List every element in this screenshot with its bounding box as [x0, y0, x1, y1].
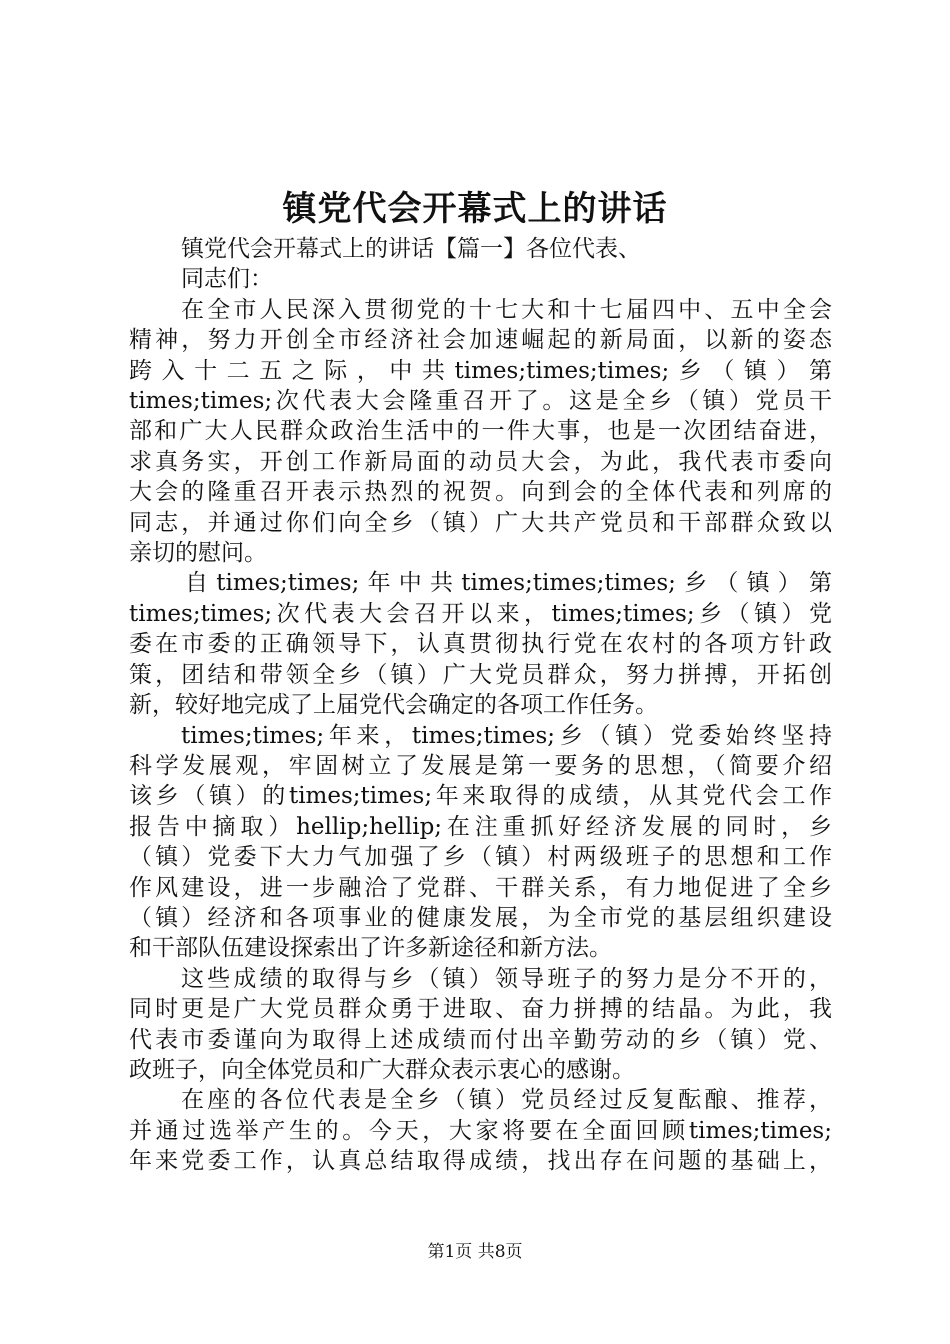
- text-line: times;times;次代表大会隆重召开了。这是全乡（镇）党员干: [129, 388, 832, 415]
- text-line: 亲切的慰问。: [129, 540, 267, 567]
- text-line: 年来党委工作，认真总结取得成绩，找出存在问题的基础上，: [129, 1148, 832, 1175]
- text-line: 并通过选举产生的。今天，大家将要在全面回顾times;times;: [129, 1117, 832, 1144]
- text-line: 同时更是广大党员群众勇于进取、奋力拼搏的结晶。为此，我: [129, 996, 832, 1023]
- text-line: 代表市委谨向为取得上述成绩而付出辛勤劳动的乡（镇）党、: [129, 1026, 832, 1053]
- document-body: [129, 234, 832, 1177]
- text-line: 求真务实，开创工作新局面的动员大会，为此，我代表市委向: [129, 448, 832, 475]
- text-line: 该乡（镇）的times;times;年来取得的成绩，从其党代会工作: [129, 783, 832, 810]
- text-line: 策，团结和带领全乡（镇）广大党员群众，努力拼搏，开拓创: [129, 661, 832, 688]
- document-title: 镇党代会开幕式上的讲话: [282, 189, 668, 229]
- text-line: 新，较好地完成了上届党代会确定的各项工作任务。: [129, 692, 658, 719]
- page-number: 第1页 共8页: [427, 1242, 523, 1262]
- text-line: times;times;次代表大会召开以来，times;times;乡（镇）党: [129, 600, 832, 627]
- text-line: 自times;times;年中共times;times;times;乡（镇）第: [185, 570, 832, 597]
- text-line: 报告中摘取）hellip;hellip;在注重抓好经济发展的同时，乡: [129, 813, 832, 840]
- text-line: 在座的各位代表是全乡（镇）党员经过反复酝酿、推荐，: [181, 1087, 832, 1114]
- text-line: 跨入十二五之际，中共times;times;times;乡（镇）第: [129, 357, 832, 384]
- text-line: （镇）党委下大力气加强了乡（镇）村两级班子的思想和工作: [129, 844, 832, 871]
- text-line: 和干部队伍建设探索出了许多新途径和新方法。: [129, 935, 612, 962]
- text-line: 同志，并通过你们向全乡（镇）广大共产党员和干部群众致以: [129, 509, 832, 536]
- text-line: 精神，努力开创全市经济社会加速崛起的新局面，以新的姿态: [129, 327, 832, 354]
- text-line: 委在市委的正确领导下，认真贯彻执行党在农村的各项方针政: [129, 631, 832, 658]
- text-line: times;times;年来，times;times;乡（镇）党委始终坚持: [181, 722, 832, 749]
- text-line: 镇党代会开幕式上的讲话【篇一】各位代表、: [181, 236, 641, 262]
- text-line: 政班子，向全体党员和广大群众表示衷心的感谢。: [129, 1056, 635, 1083]
- text-line: 这些成绩的取得与乡（镇）领导班子的努力是分不开的，: [181, 965, 832, 992]
- text-line: 科学发展观，牢固树立了发展是第一要务的思想，（简要介绍: [129, 752, 832, 779]
- text-line: 大会的隆重召开表示热烈的祝贺。向到会的全体代表和列席的: [129, 479, 832, 506]
- text-line: 同志们：: [181, 266, 273, 293]
- text-line: 部和广大人民群众政治生活中的一件大事，也是一次团结奋进，: [129, 418, 832, 445]
- text-line: （镇）经济和各项事业的健康发展，为全市党的基层组织建设: [129, 904, 832, 931]
- text-line: 在全市人民深入贯彻党的十七大和十七届四中、五中全会: [181, 296, 832, 323]
- text-line: 作风建设，进一步融洽了党群、干群关系，有力地促进了全乡: [129, 874, 832, 901]
